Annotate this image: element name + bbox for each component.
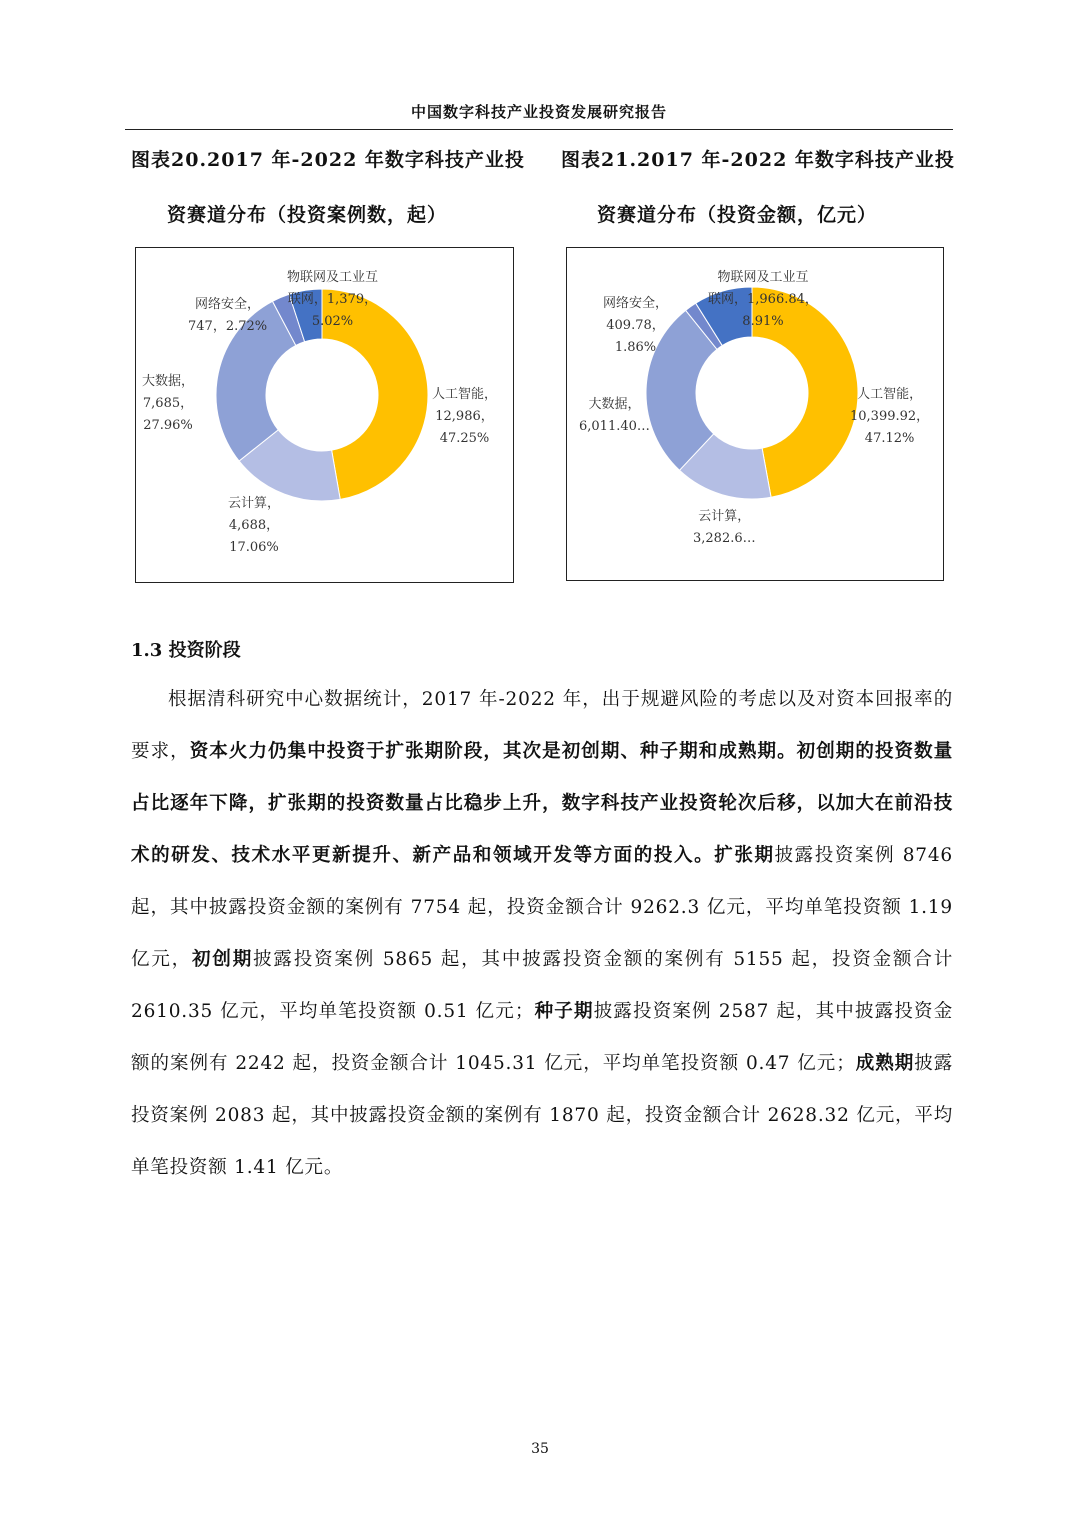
label-ai: 人工智能， 12,986， 47.25% (432, 387, 498, 446)
label-big-data: 大数据， 6,011.40… (579, 397, 650, 434)
page-number: 35 (531, 1441, 549, 1457)
label-iot: 物联网及工业互 联网，1,966.84， 8.91% (708, 270, 818, 329)
para-bold-mature: 成熟期 (855, 1053, 915, 1074)
label-cloud: 云计算， 4,688， 17.06% (228, 496, 281, 555)
chart-investment-cases (135, 247, 514, 583)
body-paragraph (131, 674, 953, 1194)
chart-investment-amount (566, 247, 944, 581)
para-bold-summary: 资本火力仍集中投资于扩张期阶段，其次是初创期、种子期和成熟期。初创期的投资数量占比逐年下降，扩张期的投资数量占比稳步上升，数字科技产业投资轮次后移，以加大在前沿技术的研发、技术水平更新提升、新产品和领域开发等方面的投入。 (131, 741, 953, 866)
para-text-2: 披露投资案例 8746 起，其中披露投资金额的案例有 7754 起，投资金额合计 9262.3 亿元，平均单笔投资额 1.19 亿元， (131, 845, 954, 970)
label-network-security: 网络安全， 409.78， 1.86% (603, 296, 669, 355)
label-big-data: 大数据， 7,685， 27.96% (142, 374, 195, 433)
label-network-security: 网络安全， 747，2.72% (188, 297, 268, 334)
figure-21-title-line1: 图表21.2017 年-2022 年数字科技产业投 (561, 149, 955, 171)
page-header-title: 中国数字科技产业投资发展研究报告 (410, 103, 667, 121)
para-bold-expansion: 扩张期 (714, 845, 775, 866)
para-text-1: 根据清科研究中心数据统计，2017 年-2022 年，出于规避风险的考虑以及对资本回报率的要求， (131, 689, 953, 762)
label-iot: 物联网及工业互 联网，1,379， 5.02% (287, 270, 379, 329)
para-bold-seed: 种子期 (534, 1001, 594, 1022)
label-cloud: 云计算， 3,282.6… (693, 509, 756, 546)
figure-20-title-line2: 资赛道分布（投资案例数，起） (167, 204, 448, 226)
section-heading: 1.3 投资阶段 (131, 640, 241, 661)
para-text-5: 披露投资案例 2083 起，其中披露投资金额的案例有 1870 起，投资金额合计 2628.32 亿元，平均单笔投资额 1.41 亿元。 (131, 1053, 953, 1178)
para-text-4: 披露投资案例 2587 起，其中披露投资金额的案例有 2242 起，投资金额合计 1045.31 亿元，平均单笔投资额 0.47 亿元； (131, 1001, 954, 1074)
figure-20-title-line1: 图表20.2017 年-2022 年数字科技产业投 (131, 149, 525, 171)
para-text-3: 披露投资案例 5865 起，其中披露投资金额的案例有 5155 起，投资金额合计 2610.35 亿元，平均单笔投资额 0.51 亿元； (131, 949, 954, 1022)
header-rule (125, 129, 953, 130)
para-bold-startup: 初创期 (192, 949, 254, 970)
figure-21-title-line2: 资赛道分布（投资金额，亿元） (597, 204, 878, 226)
label-ai: 人工智能， 10,399.92， 47.12% (850, 387, 930, 446)
